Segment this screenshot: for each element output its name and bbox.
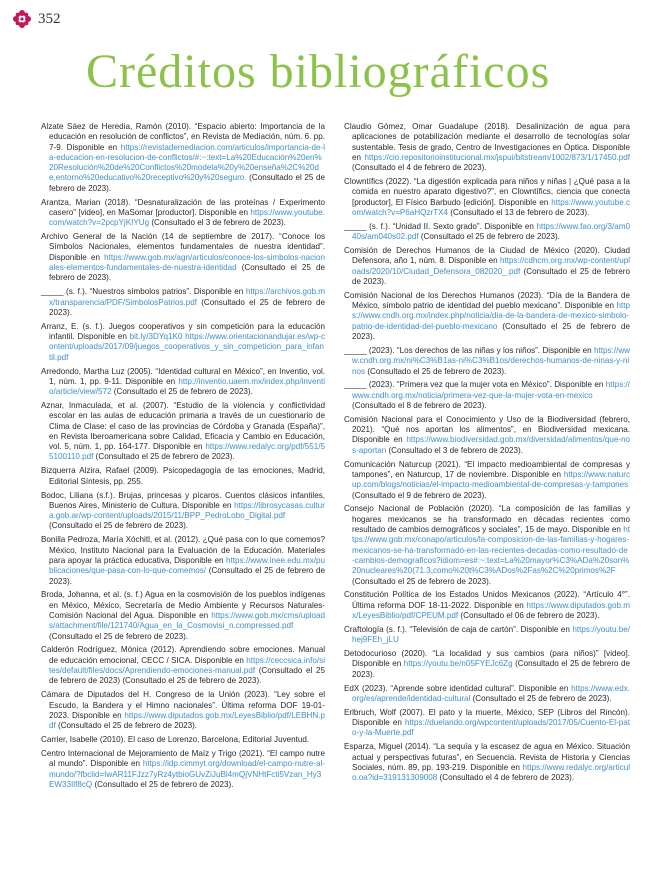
- entry-consulted-date: (Consultado el 25 de febrero de 2023).: [49, 263, 325, 283]
- bibliography-entry: [344, 504, 630, 586]
- entry-citation-text: Erlbruch, Wolf (2007). El pato y la muerte, México, SEP (Libros del Rincón). Disponible en: [344, 707, 630, 728]
- entry-consulted-date: (Consultado el 25 de febrero de 2023).: [420, 232, 560, 242]
- bibliography-entry: [344, 346, 630, 377]
- page-title: Créditos bibliográficos: [86, 45, 551, 98]
- entry-citation-text: Comisión Nacional para el Conocimiento y Uso de la Biodiversidad (febrero, 2021). “Qué nos aportan los alimentos”, en Biodiversidad mexicana. Disponible en: [344, 414, 630, 445]
- entry-consulted-date: (Consultado el 4 de febrero de 2023).: [439, 773, 575, 783]
- entry-consulted-date: (Consultado el 25 de febrero de 2023).: [472, 693, 612, 703]
- entry-consulted-date: (Consultado el 25 de febrero de 2023).: [352, 659, 631, 679]
- bibliography-entry: [41, 232, 325, 283]
- entry-url-link[interactable]: https://www.gob.mx/agn/articulos/conoce-los-simbolos-nacionales-elementos-fundamentales-de-nuestra-identidad: [49, 252, 325, 273]
- entry-citation-text: Calderón Rodríguez, Mónica (2012). Aprendiendo sobre emociones. Manual de educación emocional, CECC / SICA. Disponible en: [41, 645, 325, 665]
- bibliography-entry: [41, 401, 325, 463]
- bibliography-entry: [344, 649, 630, 680]
- bibliography-entry: [41, 590, 325, 641]
- entry-citation-text: Arredondo, Martha Luz (2005). “Identidad cultural en México”, en Inventio, vol. 1, núm. 1, pp. 9-11. Disponible en: [41, 366, 325, 386]
- entry-consulted-date: (Consultado el 25 de febrero de 2023).: [367, 366, 507, 376]
- entry-url-link[interactable]: https://www.cndh.org.mx/ni%C3%B1as-ni%C3%B1os/derechos-humanos-de-ninas-y-ninos: [352, 345, 631, 376]
- bibliography-entry: [344, 177, 630, 218]
- bibliography-entry: [344, 380, 630, 411]
- entry-citation-text: Cámara de Diputados del H. Congreso de la Unión (2023). “Ley sobre el Escudo, la Bandera y el Himno nacionales”. Última reforma DOF 19-01-2023. Disponible en: [41, 690, 325, 720]
- bibliography-entry: [41, 466, 325, 487]
- entry-url-link[interactable]: https://ceccsica.info/sites/default/files/docs/Aprendiendo-emociones-manual.pdf: [49, 655, 325, 676]
- entry-url-link[interactable]: https://youtu.be/hej9FEh_jLU: [352, 624, 631, 645]
- flower-emblem-icon: [12, 9, 32, 29]
- entry-citation-text: Bodoc, Liliana (s.f.). Brujas, princesas y pícaros. Cuentos clásicos infantiles, Buenos Aires, Ministerio de Cultura. Disponible en: [41, 490, 325, 510]
- entry-consulted-date: (Consultado el 25 de febrero de 2023).: [49, 566, 325, 586]
- bibliography-entry: [41, 198, 325, 229]
- entry-citation-text: Detodocurioso (2020). “La localidad y sus cambios (para niños)” [video]. Disponible en: [344, 649, 630, 669]
- entry-citation-text: Alzate Sáez de Heredia, Ramón (2010). “Espacio abierto: Importancia de la educación en resolución de conflictos”, en Revista de Mediación, núm. 6. pp. 7-9. Disponible en: [41, 122, 325, 152]
- entry-url-link[interactable]: https://www.redalyc.org/articulo.oa?id=319131309008: [352, 762, 631, 783]
- entry-consulted-date: (Consultado el 25 de febrero de 2023).: [352, 266, 630, 286]
- bibliography-entry: [344, 590, 630, 621]
- entry-url-link[interactable]: https://cdhcm.org.mx/wp-content/uploads/2020/10/Ciudad_Defensora_082020_.pdf: [352, 256, 630, 276]
- entry-citation-text: Comisión Nacional de los Derechos Humanos (2023). “Día de la Bandera de México, símbolo patrio de identidad del pueblo mexicano”. Disponible en: [344, 290, 630, 311]
- entry-citation-text: Claudio Gómez, Omar Guadalupe (2018). Desalinización de agua para aplicaciones de potabilización mediante el desarrollo de tecnologías solar sustentable. Tesis de grado, Centro de Investigaciones en Óptica. Disponible en: [344, 122, 630, 162]
- entry-url-link[interactable]: https://www.gob.mx/cms/uploads/attachment/file/121740/Agua_en_la_Cosmovisi_n.compressed.pdf: [49, 611, 325, 631]
- entry-consulted-date: (Consultado el 25 de febrero de 2023).: [49, 521, 189, 531]
- entry-citation-text: EdX (2023). “Aprende sobre identidad cultural”. Disponible en: [344, 683, 569, 693]
- bibliography-entry: [41, 690, 325, 731]
- entry-url-link[interactable]: https://cio.repositorioinstitucional.mx/jspui/bitstream/1002/873/1/17450.pdf: [364, 152, 630, 162]
- entry-citation-text: Carrier, Isabelle (2010). El caso de Lorenzo, Barcelona, Editorial Juventud.: [41, 735, 310, 745]
- entry-citation-text: _____ (s. f.). “Nuestros símbolos patrios”. Disponible en: [41, 287, 244, 297]
- entry-citation-text: Clowntífics (2022). “La digestión explicada para niños y niñas | ¿Qué pasa a la comida en nuestro aparato digestivo?”, en Clowntífics, ciencia que conecta [productor], El Físico Barbudo [edición]. Disponible en: [344, 177, 630, 207]
- bibliography-entry: [41, 287, 325, 318]
- entry-citation-text: Archivo General de la Nación (14 de septiembre de 2017). “Conoce los Símbolos Nacionales, elementos fundamentales de nuestra identidad”. Disponible en: [41, 232, 325, 262]
- bibliography-entry: [41, 645, 325, 686]
- bibliography-entry: [344, 122, 630, 173]
- entry-url-link[interactable]: https://duelando.org/wpcontent/uploads/2017/05/Cuento-El-pato-y-la-Muerte.pdf: [352, 718, 631, 738]
- bibliography-entry: [344, 246, 630, 287]
- bibliography-entry: [344, 684, 630, 705]
- entry-consulted-date: (Consultado el 06 de febrero de 2023).: [460, 611, 600, 620]
- entry-consulted-date: (Consultado el 25 de febrero de 2023).: [94, 779, 234, 789]
- entry-url-link[interactable]: https://youtu.be/n05FYEJc6Zg: [403, 659, 513, 669]
- bibliography-column-right: [344, 122, 630, 787]
- entry-consulted-date: (Consultado el 9 de febrero de 2023).: [352, 490, 487, 500]
- entry-citation-text: Arantza, Marian (2018). “Desnaturalización de las proteínas / Experimento casero” [video], en MaSomar [productor]. Disponible en: [41, 197, 325, 217]
- entry-consulted-date: (Consultado el 25 de febrero de 2023).: [113, 387, 253, 397]
- entry-url-link[interactable]: https://www.cndh.org.mx/index.php/noticia/dia-de-la-bandera-de-mexico-simbolo-patrio-de-identidad-del-pueblo-mexicano: [352, 301, 630, 331]
- entry-consulted-date: (Consultado el 25 de febrero de 2023).: [352, 576, 492, 586]
- entry-url-link[interactable]: http://inventio.uaem.mx/index.php/inventio/article/view/572: [49, 376, 325, 397]
- entry-url-link[interactable]: https://www.edx.org/es/aprende/identidad-cultural: [352, 683, 631, 703]
- entry-url-link[interactable]: https://www.gob.mx/conapo/articulos/la-composicion-de-las-familias-y-hogares-mexicanos-se-ha-transformado-en-las-recientes-decadas-como-resultado-de-cambios-demograficos?idiom=es#:~:text=La%20mayor%C3%ADa%20son%20nucleares%20(71.3,como%20t%C3%ADos%2Fas%2C%20primos%2F: [352, 525, 631, 576]
- bibliography-entry: [344, 222, 630, 243]
- entry-citation-text: _____ (2023). “Los derechos de las niñas y los niños”. Disponible en: [344, 345, 592, 355]
- entry-url-link[interactable]: https://www.diputados.gob.mx/LeyesBiblio/pdf/CPEUM.pdf: [352, 600, 630, 620]
- entry-consulted-date: (Consultado el 3 de febrero de 2023).: [388, 445, 523, 455]
- page-number: 352: [38, 10, 61, 27]
- entry-citation-text: Arranz, E. (s. f.). Juegos cooperativos y sin competición para la educación infantil. Disponible en: [41, 321, 325, 342]
- entry-citation-text: _____ (s. f.). “Unidad II. Sexto grado”. Disponible en: [344, 221, 534, 231]
- entry-consulted-date: (Consultado el 25 de febrero de 2023).: [58, 721, 198, 731]
- entry-consulted-date: (Consultado el 3 de febrero de 2023).: [151, 218, 286, 228]
- entry-consulted-date: (Consultado el 25 de febrero de 2023).: [49, 297, 325, 317]
- entry-url-link[interactable]: https://www.diputados.gob.mx/LeyesBiblio/pdf/LEBHN.pdf: [49, 710, 325, 731]
- entry-url-link[interactable]: https://www.youtube.com/watch?v=2pcpYjKIYUg: [49, 207, 325, 228]
- entry-citation-text: Consejo Nacional de Población (2020). “La composición de las familias y hogares mexicanos se ha transformado en décadas recientes como resultado de cambios demográficos y sociales”, 15 de mayo. Disponible en: [344, 504, 630, 535]
- bibliography-entry: [344, 415, 630, 456]
- entry-consulted-date: (Consultado el 13 de febrero de 2023).: [450, 207, 590, 217]
- page-header: [12, 9, 61, 29]
- entry-url-link[interactable]: https://librosycasas.cultura.gob.ar/wp-content/uploads/2015/11/BPP_PedroLobo_Digital.pdf: [49, 500, 325, 521]
- entry-citation-text: Centro Internacional de Mejoramiento de Maíz y Trigo (2021). “El campo nutre al mundo”. Disponible en: [41, 748, 325, 769]
- entry-url-link[interactable]: https://www.naturcup.com/blogs/noticias/el-impacto-medioambiental-de-compresas-y-tampones: [352, 469, 630, 490]
- entry-citation-text: Aznar, Inmaculada, et al. (2007). “Estudio de la violencia y conflictividad escolar en las aulas de educación primaria a través de un cuestionario de Clima de Clase: el caso de las provincias de Córdoba y Granada (España)”, en Revista Iberoamericana sobre Calidad, Eficacia y Cambio en Educación, vol. 5, núm. 1, pp. 164-177. Disponible en: [41, 400, 325, 452]
- entry-citation-text: Esparza, Miguel (2014). “La sequía y la escasez de agua en México. Situación actual y perspectivas futuras”, en Secuencia. Revista de Historia y Ciencias Sociales, núm. 89, pp. 193-219. Disponible en: [344, 742, 630, 772]
- entry-consulted-date: (Consultado el 25 de febrero de 2023).: [352, 321, 630, 342]
- entry-citation-text: Bonilla Pedroza, María Xóchitl, et al. (2012). ¿Qué pasa con lo que comemos? México, Instituto Nacional para la Evaluación de la Educación. Materiales para apoyar la práctica educativa, Disponible en: [41, 535, 325, 565]
- entry-citation-text: Constitución Política de los Estados Unidos Mexicanos (2022). “Artículo 4°”. Última reforma DOF 18-11-2022. Disponible en: [344, 590, 630, 610]
- entry-url-link[interactable]: https://www.youtube.com/watch?v=P6aHQzrTX4: [352, 197, 630, 217]
- entry-url-link[interactable]: https://revistademediacion.com/articulos/importancia-de-la-educacion-en-resolucion-de-conflictos/#:~:text=La%20Educación%20en%20Resolución%20de%20Conflictos%20modela%20y%20enseña%2C%20de,entorno%20educativo%20receptivo%20y%20seguro.: [49, 142, 325, 183]
- entry-consulted-date: (Consultado el 25 de febrero de 2023).: [49, 173, 326, 193]
- entry-citation-text: Bizquerra Alzira, Rafael (2009). Psicopedagogía de las emociones, Madrid, Editorial Síntesis, pp. 255.: [41, 466, 325, 486]
- bibliography-entry: [344, 742, 630, 783]
- entry-citation-text: Comisión de Derechos Humanos de la Ciudad de México (2020). Ciudad Defensora, año 1, núm. 8. Disponible en: [344, 246, 630, 266]
- entry-url-link[interactable]: https://www.cndh.org.mx/noticia/primera-vez-que-la-mujer-vota-en-mexico: [352, 380, 631, 400]
- bibliography-entry: [344, 625, 630, 646]
- bibliography-entry: [344, 708, 630, 739]
- entry-consulted-date: (Consultado el 8 de febrero de 2023).: [352, 400, 487, 410]
- entry-url-link[interactable]: bit.ly/3DYq1K0 https://www.orientacionandujar.es/wp-content/uploads/2017/09/juegos_cooperativos_y_sin_competicion_para_infantil.pdf: [49, 332, 325, 362]
- entry-url-link[interactable]: https://www.fao.org/3/am040s/am040s02.pdf: [352, 221, 631, 242]
- entry-url-link[interactable]: https://www.redalyc.org/pdf/551/55100110.pdf: [49, 442, 325, 462]
- entry-citation-text: Comunicación Naturcup (2021). “El impacto medioambiental de compresas y tampones”, en Naturcup, 17 de noviembre. Disponible en: [344, 459, 630, 479]
- bibliography-entry: [41, 749, 325, 790]
- entry-url-link[interactable]: https://idp.cimmyt.org/download/el-campo-nutre-al-mundo/?fbclid=IwAR11FJzz7yRz4ytbioGUvZiJuBl4mQjVNHtFcti5Vzan_Hy3EW33Ilf8cQ: [49, 759, 325, 789]
- bibliography-entry: [41, 491, 325, 532]
- entry-citation-text: Broda, Johanna, et al. (s. f.) Agua en la cosmovisión de los pueblos indígenas en México, México, Secretaría de Medio Ambiente y Recursos Naturales-Comisión Nacional del Agua. Disponible en: [41, 590, 325, 620]
- entry-consulted-date: (Consultado el 25 de febrero de 2023).: [49, 631, 189, 641]
- bibliography-entry: [344, 460, 630, 501]
- entry-consulted-date: (Consultado el 25 de febrero de 2023).: [95, 452, 235, 462]
- bibliography-entry: [41, 535, 325, 586]
- entry-url-link[interactable]: https://www.inee.edu.mx/publicaciones/que-pasa-con-lo-que-comemos/: [49, 555, 326, 576]
- bibliography-entry: [41, 122, 325, 194]
- entry-citation-text: Craftología (s. f.). “Televisión de caja de cartón”. Disponible en: [344, 624, 570, 634]
- entry-url-link[interactable]: https://www.biodiversidad.gob.mx/diversidad/alimentos/que-nos-aportan: [352, 435, 631, 455]
- entry-consulted-date: (Consultado el 25 de febrero de 2023) (Consultado el 25 de febrero de 2023).: [49, 666, 325, 686]
- entry-citation-text: _____ (2023). “Primera vez que la mujer vota en México”. Disponible en: [344, 380, 604, 390]
- bibliography-entry: [344, 291, 630, 342]
- bibliography-entry: [41, 735, 325, 745]
- bibliography-column-left: [41, 122, 325, 794]
- entry-consulted-date: (Consultado el 4 de febrero de 2023).: [352, 163, 487, 173]
- entry-url-link[interactable]: https://archivos.gob.mx/transparencia/PDF/SimbolosPatrios.pdf: [49, 287, 325, 307]
- bibliography-entry: [41, 322, 325, 363]
- bibliography-entry: [41, 367, 325, 398]
